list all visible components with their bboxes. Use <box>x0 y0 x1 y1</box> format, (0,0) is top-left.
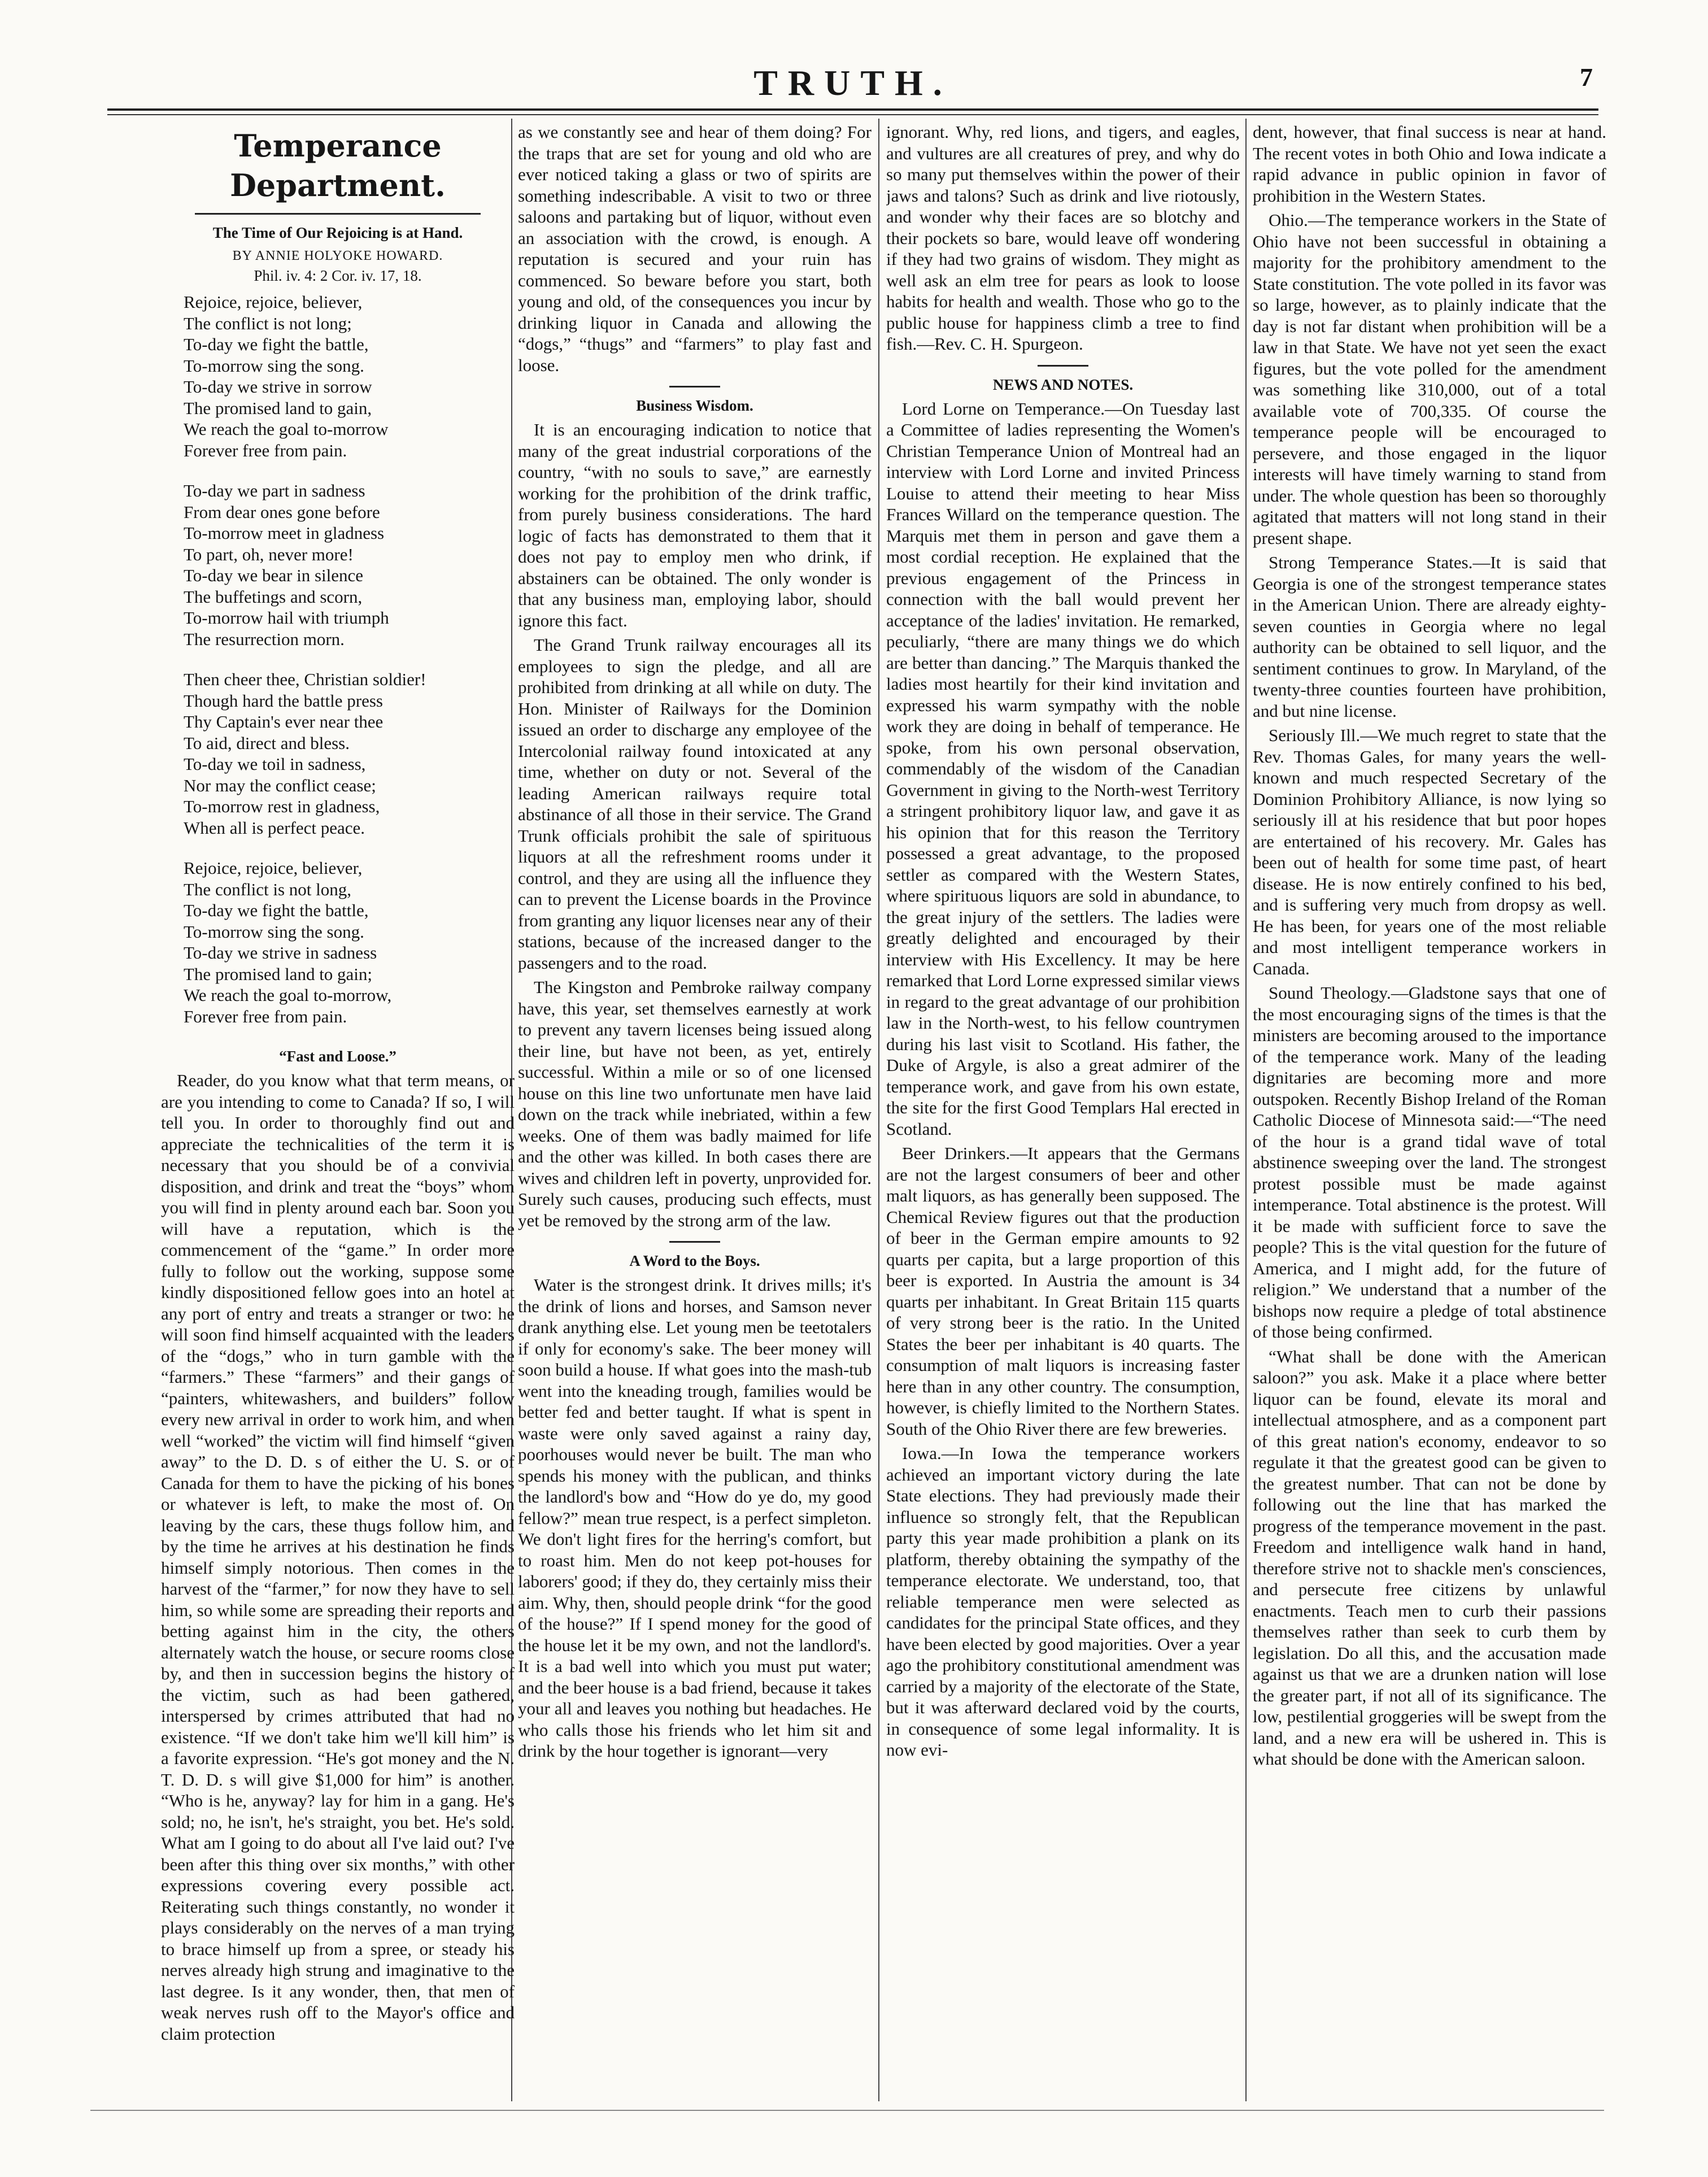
news-item: “What shall be done with the American saloon?” you ask. Make it a place where better liquor can be found, elevate its moral and intellectual atmosphere, and as a component part of this great nation's economy, endeavor to so regulate it that the greatest good can be given to the greatest number. That can not be done by following out the line that has marked the progress of the temperance movement in the past. Freedom and intelligence walk hand in hand, therefore strive not to shackle men's consciences, and persecute free citizens by unlawful enactments. Teach men to curb their passions themselves rather than seek to curb them by legislation. Do all this, and the accusation made against us that we are a drunken nation will lose the greater part, if not all of its significance. The low, pestilential groggeries will be swept from the land, and a new era will be ushered in. This is what should be done with the American saloon. <box>1253 1346 1606 1769</box>
poem-line: Nor may the conflict cease; <box>184 775 376 795</box>
heading-rule <box>195 213 481 215</box>
poem-line: To-day we bear in silence <box>184 565 364 585</box>
news-item: Beer Drinkers.—It appears that the Germans are not the largest consumers of beer and other malt liquors, as has generally been supposed. The Chemical Review figures out that the production of beer in the German empire amounts to 92 quarts per capita, but a large proportion of this beer is exported. In Austria the amount is 34 quarts per inhabitant. In Great Britain 115 quarts of very strong beer is the ratio. In the United States the beer per inhabitant is 40 quarts. The consumption of malt liquors is increasing faster here than in any other country. The consumption, however, is chiefly limited to the Northern States. South of the Ohio River there are few breweries. <box>886 1143 1240 1439</box>
page-number: 7 <box>1580 63 1593 92</box>
poem-line: Though hard the battle press <box>184 690 383 711</box>
poem-line: The conflict is not long, <box>184 879 352 899</box>
article-title: “Fast and Loose.” <box>279 1048 396 1065</box>
news-item: Lord Lorne on Temperance.—On Tuesday last a Committee of ladies representing the Women's Christian Temperance Union of Montreal had an interview with Lord Lorne and invited Princess Louise to attend their meeting to hear Miss Frances Willard on the temperance question. The Marquis met them in person and gave them a most cordial reception. He explained that the previous engagement of the Princess in connection with the ball would prevent her acceptance of the ladies' invitation. He remarked, peculiarly, “there are many things we do which are better than dancing.” The Marquis thanked the ladies most heartily for their kind invitation and expressed his warm sympathy with the noble work they are doing in behalf of temperance. He spoke, from his own personal observation, commendably of the wisdom of the Canadian Government in giving to the North-west Territory a stringent prohibitory liquor law, and gave it as his opinion that for this reason the Territory possessed a great advantage, to the proposed settler as compared with the Western States, where spirituous liquors are sold in abundance, to the great injury of the settlers. The ladies were greatly delighted and encouraged by their interview with His Excellency. It may be here remarked that Lord Lorne expressed similar views in regard to the great advantage of our prohibition law in the North-west, to his fellow countrymen during his last visit to Scotland. His father, the Duke of Argyle, is also a great admirer of the temperance work, and gave from his own estate, the site for the first Good Templars Hal erected in Scotland. <box>886 398 1240 1139</box>
department-heading: Temperance Department. <box>230 128 446 203</box>
masthead <box>107 62 1598 107</box>
poem-line: Thy Captain's ever near thee <box>184 712 384 732</box>
poem-reference: Phil. iv. 4: 2 Cor. iv. 17, 18. <box>254 267 422 284</box>
poem-line: To-morrow sing the song. <box>184 921 364 942</box>
article-paragraph: It is an encouraging indication to notice that many of the great industrial corporations of the country, “with no souls to save,” are earnestly working for the prohibition of the drink traffic, from purely business considerations. The hard logic of facts has demonstrated to them that it does not pay to employ men who drink, if abstainers can be obtained. The only wonder is that any business man, employing labor, should ignore this fact. <box>518 420 872 630</box>
poem-line: We reach the goal to-morrow, <box>184 985 392 1005</box>
section-rule <box>669 386 720 387</box>
news-item: dent, however, that final success is near at hand. The recent votes in both Ohio and Iowa indicate a rapid advance in public opinion in favor of prohibition in the Western States. <box>1253 122 1606 206</box>
article-title: Business Wisdom. <box>636 397 753 414</box>
masthead-rule <box>107 108 1598 111</box>
poem-line: The buffetings and scorn, <box>184 586 363 607</box>
poem-line: To-day we toil in sadness, <box>184 754 366 774</box>
poem-line: The conflict is not long; <box>184 313 352 333</box>
poem-line: From dear ones gone before <box>184 502 380 522</box>
article-continuation: as we constantly see and hear of them doing? For the traps that are set for young and old who are ever noticed taking a glass or two of spirits are something indescribable. A visit to two or three saloons and partaking but of liquor, without even an association with the crowd, is enough. A reputation is secured and your ruin has commenced. So beware before you start, both young and old, of the consequences you incur by drinking liquor in Canada and allowing the “dogs,” “thugs” and “farmers” to play fast and loose. <box>518 122 872 375</box>
poem-line: The promised land to gain, <box>184 398 372 418</box>
poem-line: To part, oh, never more! <box>184 544 354 564</box>
article-paragraph: The Kingston and Pembroke railway company have, this year, set themselves earnestly at work to prevent any tavern licenses being issued along their line, but have not been, as yet, entirely successful. Within a mile or so of one licensed house on this line two unfortunate men have laid down on the track while inebriated, within a few weeks. One of them was badly maimed for life and the other was killed. In both cases there are wives and children left in poverty, unprovided for. Surely such causes, producing such effects, must yet be removed by the strong arm of the law. <box>518 977 872 1230</box>
column-divider <box>1245 119 1247 2101</box>
poem-title: The Time of Our Rejoicing is at Hand. <box>212 224 463 241</box>
poem-body <box>161 291 515 1027</box>
poem-stanza <box>184 480 515 650</box>
article-paragraph: Reader, do you know what that term means, or are you intending to come to Canada? If so, I will tell you. In order to thoroughly find out and appreciate the technicalities of the term it is necessary that you should be of a convivial disposition, and drink and treat the “boys” whom you will find in plenty around each bar. Soon you will have a reputation, which is the commencement of the “game.” In order more fully to follow out the working, suppose some kindly dispositioned fellow goes into an hotel at any port of entry and treats a stranger or two: he will soon find himself acquainted with the leaders of the “dogs,” who in turn gamble with the “farmers.” These “farmers” and their gangs of “painters, whitewashers, and builders” follow every new arrival in order to work him, and when well “worked” the victim will find himself “given away” to the D. D. s of either the U. S. or of Canada for them to have the picking of his bones or whatever is left, to make the most of. On leaving by the cars, these thugs follow him, and by the time he arrives at his destination he finds himself simply notorious. Then comes in the harvest of the “farmer,” for now they have to sell him, so while some are spreading their reports and betting against him in the city, the others alternately watch the house, or secure rooms close by, and then in succession begins the history of the victim, such as had been gathered, interspersed by crimes attributed that had no existence. “If we don't take him we'll kill him” is a favorite expression. “He's got money and the N. T. D. D. s will give $1,000 for him” is another. “Who is he, anyway? lay for him in a gang. He's sold; no, he isn't, he's straight, you bet. He's sold. What am I going to do about all I've laid out? I've been after this thing over six months,” with other expressions covering every possible act. Reiterating such things constantly, no wonder it plays considerably on the nerves of a man trying to brace himself up from a spree, or steady his nerves already high strung and imaginative to the last degree. Is it any wonder, then, that men of weak nerves rush off to the Mayor's office and claim protection <box>161 1070 515 2044</box>
poem-line: Forever free from pain. <box>184 440 347 460</box>
poem-line: To aid, direct and bless. <box>184 733 350 753</box>
article-title: A Word to the Boys. <box>629 1252 760 1269</box>
poem-stanza <box>184 669 515 838</box>
column-1 <box>161 121 515 2098</box>
section-title: NEWS AND NOTES. <box>992 376 1134 393</box>
poem-line: To-day we part in sadness <box>184 481 365 500</box>
column-divider <box>878 119 879 2101</box>
section-rule <box>669 1241 720 1243</box>
poem-line: To-day we fight the battle, <box>184 334 369 354</box>
poem-stanza <box>184 857 515 1027</box>
poem-line: Rejoice, rejoice, believer, <box>184 858 363 878</box>
poem-line: Then cheer thee, Christian soldier! <box>184 669 426 689</box>
news-item: Seriously Ill.—We much regret to state that the Rev. Thomas Gales, for many years the well-known and much respected Secretary of the Dominion Prohibitory Alliance, is now lying so seriously ill at his residence that but poor hopes are entertained of his recovery. Mr. Gales has been out of health for some time past, of heart disease. He is now entirely confined to his bed, and is suffering very much from dropsy as well. He has been, for years one of the most reliable and most intelligent temperance workers in Canada. <box>1253 725 1606 978</box>
poem-byline: BY ANNIE HOLYOKE HOWARD. <box>232 249 443 263</box>
poem-line: To-morrow meet in gladness <box>184 523 385 543</box>
poem-line: When all is perfect peace. <box>184 817 365 838</box>
poem-stanza <box>184 291 515 461</box>
article-continuation: ignorant. Why, red lions, and tigers, and eagles, and vultures are all creatures of prey, and why do so many put themselves within the power of their jaws and talons? Such as drink and live riotously, and wonder why their faces are so blotchy and their pockets so bare, would leave off wondering if they had two grains of wisdom. They might as well ask an elm tree for pears as look to loose habits for health and wealth. Those who go to the public house for happiness climb a tree to find fish.—Rev. C. H. Spurgeon. <box>886 122 1240 354</box>
article-paragraph: The Grand Trunk railway encourages all its employees to sign the pledge, and all are prohibited from drinking at all while on duty. The Hon. Minister of Railways for the Dominion issued an order to discharge any employee of the Intercolonial railway found intoxicated at any time, whether on duty or not. Several of the leading American railways require total abstinance of all those in their service. The Grand Trunk officials prohibit the sale of spirituous liquors at all the refreshment rooms under it control, and they are using all the influence they can to prevent the License boards in the Province from granting any liquor licenses near any of their stations, because of the increased danger to the passengers and to the road. <box>518 635 872 973</box>
poem-line: To-day we strive in sorrow <box>184 377 372 397</box>
poem-line: To-morrow rest in gladness, <box>184 796 380 816</box>
masthead-rule-thin <box>107 114 1598 115</box>
page-bottom-rule <box>90 2110 1604 2111</box>
section-rule <box>1038 365 1088 367</box>
article-paragraph: Water is the strongest drink. It drives mills; it's the drink of lions and horses, and Samson never drank anything else. Let young men be teetotalers if only for economy's sake. The beer money will soon build a house. If what goes into the mash-tub went into the kneading trough, families would be better fed and better taught. If what is spent in waste were only saved against a rainy day, poorhouses would never be built. The man who spends his money with the publican, and thinks the landlord's bow and “How do ye do, my good fellow?” mean true respect, is a perfect simpleton. We don't light fires for the herring's comfort, but to roast him. Men do not keep pot-houses for laborers' good; if they do, they certainly miss their aim. Why, then, should people drink “for the good of the house?” If I spend money for the good of the house let it be my own, and not the landlord's. It is a bad well into which you must put water; and the beer house is a bad friend, because it takes your all and leaves you nothing but headaches. He who calls those his friends who let him sit and drink by the hour together is ignorant—very <box>518 1275 872 1761</box>
masthead-title: TRUTH. <box>753 63 952 103</box>
poem-line: Forever free from pain. <box>184 1006 347 1026</box>
column-2 <box>518 121 872 2098</box>
news-item: Iowa.—In Iowa the temperance workers achieved an important victory during the late State elections. They had previously made their influence so strongly felt, that the Republican party this year made prohibition a plank on its platform, thereby obtaining the sympathy of the temperance electorate. We understand, too, that reliable temperance men were selected as candidates for the principal State offices, and they have been elected by good majorities. Over a year ago the prohibitory constitutional amendment was carried by a majority of the electorate of the State, but it was afterward declared void by the courts, in consequence of some legal informality. It is now evi- <box>886 1443 1240 1760</box>
column-4 <box>1253 121 1606 2098</box>
poem-line: To-day we fight the battle, <box>184 900 369 920</box>
poem-line: To-morrow hail with triumph <box>184 608 389 628</box>
poem-line: Rejoice, rejoice, believer, <box>184 292 363 312</box>
poem-line: The promised land to gain; <box>184 964 373 984</box>
poem-line: The resurrection morn. <box>184 629 345 649</box>
poem-line: To-day we strive in sadness <box>184 943 377 963</box>
news-item: Strong Temperance States.—It is said that Georgia is one of the strongest temperance states in the American Union. There are already eighty-seven counties in Georgia where no legal authority can be obtained to sell liquor, and the sentiment continues to grow. In Maryland, of the twenty-three counties fourteen have prohibition, and but nine license. <box>1253 552 1606 721</box>
poem-line: To-morrow sing the song. <box>184 355 364 376</box>
news-item: Ohio.—The temperance workers in the State of Ohio have not been successful in obtaining a majority for the prohibitory amendment to the State constitution. The vote polled in its favor was so large, however, as to plainly indicate that the day is not far distant when prohibition will be a law in that State. We have not yet seen the exact figures, but the vote polled for the amendment was something like 310,000, out of a total available vote of 700,335. Of course the temperance people will be encouraged to persevere, and those engaged in the liquor interests will have timely warning to stand from under. The whole question has been so thoroughly agitated that matters will not long stand in their present shape. <box>1253 210 1606 548</box>
column-3 <box>886 121 1240 2098</box>
news-item: Sound Theology.—Gladstone says that one of the most encouraging signs of the times is that the ministers are becoming aroused to the importance of the temperance work. Many of the leading dignitaries are becoming more and more outspoken. Recently Bishop Ireland of the Roman Catholic Diocese of Minnesota said:—“The need of the hour is a grand tidal wave of total abstinence sweeping over the land. The strongest protest possible must be made against intemperance. Total abstinence is the protest. Will it be made with sufficient force to save the people? This is the vital question for the future of America, and I might add, for the future of religion.” We understand that a number of the bishops now require a pledge of total abstinence of those being confirmed. <box>1253 983 1606 1342</box>
poem-line: We reach the goal to-morrow <box>184 419 389 439</box>
